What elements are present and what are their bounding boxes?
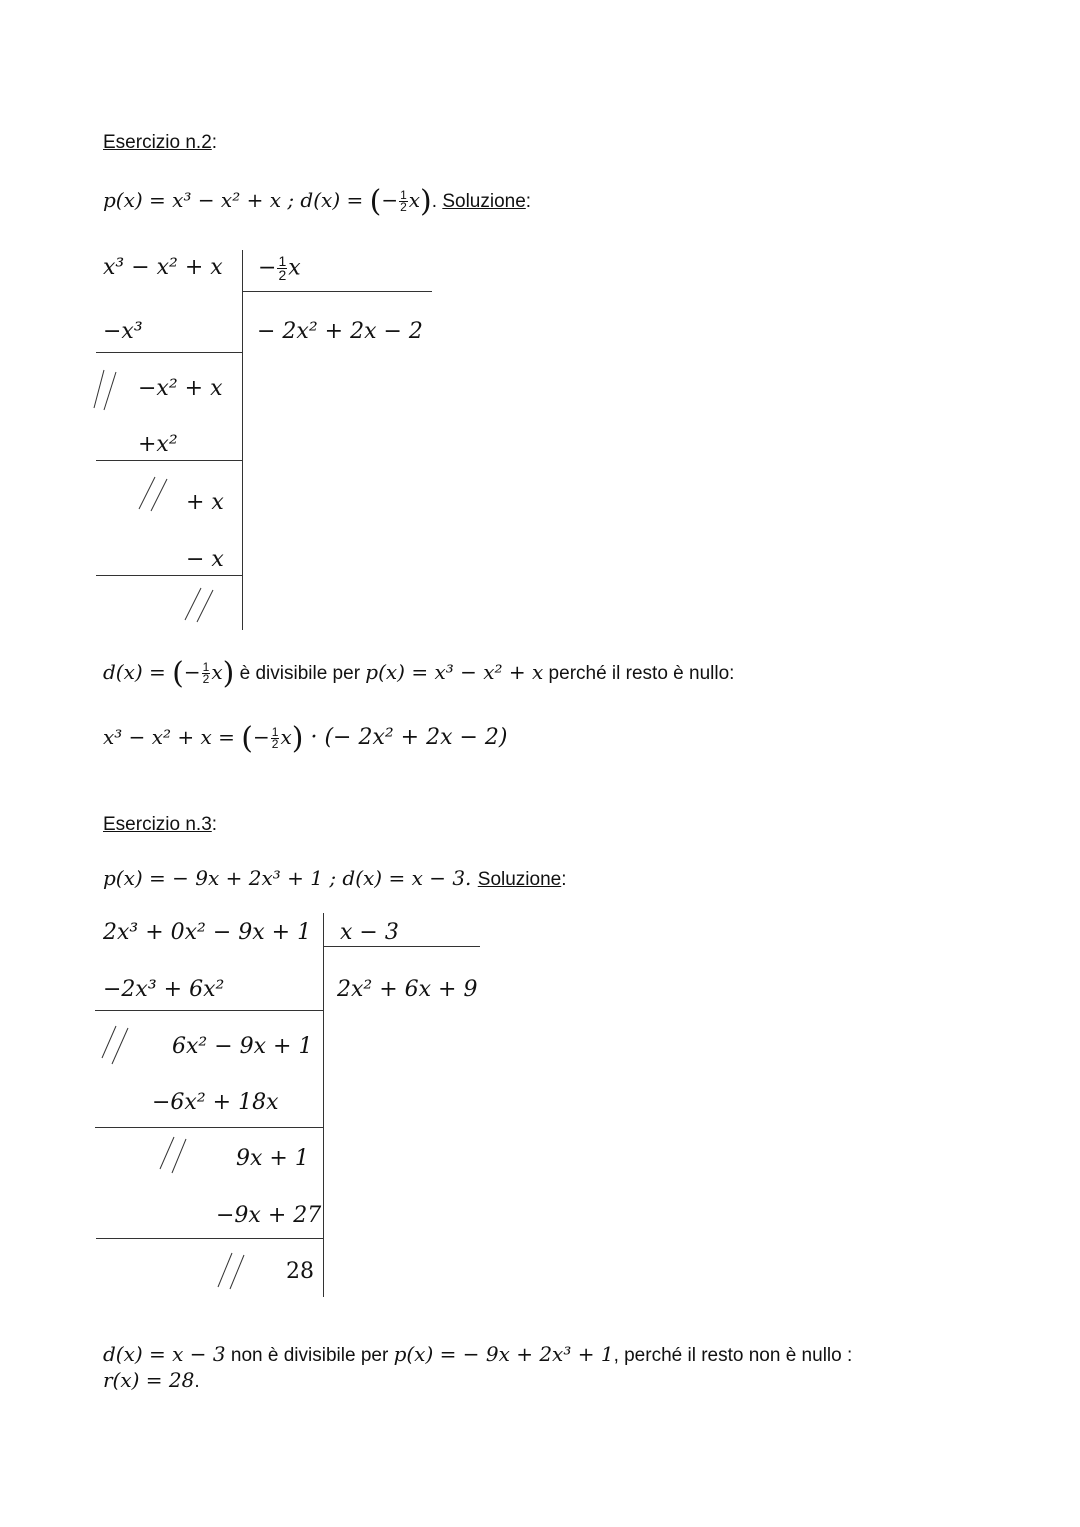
vertical-divider bbox=[323, 913, 324, 1297]
conclusion-text: perché il resto è nullo: bbox=[543, 663, 735, 684]
minus: − bbox=[258, 255, 277, 281]
fraction-one-half bbox=[399, 190, 408, 213]
polynomial-expression: p(x) = x³ − x² + x bbox=[365, 660, 544, 684]
subtraction-line bbox=[95, 1010, 323, 1011]
step: 9x + 1 bbox=[236, 1146, 309, 1171]
numerator: 1 bbox=[400, 188, 407, 203]
colon: : bbox=[211, 132, 218, 153]
fraction-one-half bbox=[271, 727, 280, 750]
colon: : bbox=[525, 191, 532, 212]
minus: − bbox=[183, 660, 201, 684]
solution-label: Soluzione bbox=[442, 191, 526, 212]
cancel-mark bbox=[158, 1135, 200, 1177]
paren: ) bbox=[222, 655, 235, 691]
subtraction-line bbox=[96, 1238, 323, 1239]
fraction-one-half bbox=[277, 255, 287, 282]
exercise-2-title bbox=[103, 131, 217, 155]
minus: − bbox=[253, 725, 270, 749]
paren: ) bbox=[420, 183, 432, 219]
dividend: 2x³ + 0x² − 9x + 1 bbox=[103, 920, 312, 945]
polynomial-definition: p(x) = − 9x + 2x³ + 1 ; d(x) = x − 3. bbox=[103, 866, 478, 890]
divisor-underline bbox=[242, 291, 432, 292]
cancel-mark bbox=[216, 1251, 258, 1293]
colon: : bbox=[561, 869, 567, 890]
divisor: x − 3 bbox=[340, 920, 399, 945]
quotient: − 2x² + 2x − 2 bbox=[257, 319, 423, 344]
remainder-value: 28 bbox=[286, 1259, 314, 1284]
conclusion-text: , perché il resto non è nullo : bbox=[613, 1345, 853, 1366]
numerator: 1 bbox=[271, 725, 279, 740]
exercise-2-statement bbox=[103, 183, 532, 219]
conclusion-text: non è divisibile per bbox=[225, 1345, 394, 1366]
exercise-3-conclusion bbox=[103, 1342, 852, 1368]
remainder-expression: r(x) = 28 bbox=[103, 1368, 195, 1392]
paren: ) bbox=[291, 720, 304, 756]
paren: ( bbox=[369, 183, 382, 219]
dividend: x³ − x² + x bbox=[103, 255, 223, 280]
step: − x bbox=[186, 547, 224, 572]
quotient: 2x² + 6x + 9 bbox=[337, 977, 478, 1002]
denominator: 2 bbox=[400, 200, 407, 215]
variable: x bbox=[211, 660, 223, 684]
exercise-2-title-text: Esercizio n.2 bbox=[103, 132, 212, 153]
divisor-expression: d(x) = bbox=[103, 660, 173, 684]
cancel-mark bbox=[183, 586, 225, 626]
fraction-one-half bbox=[202, 662, 211, 685]
cancel-mark bbox=[137, 475, 179, 515]
exercise-3-remainder bbox=[103, 1368, 200, 1394]
colon: : bbox=[211, 814, 218, 835]
dot: . bbox=[431, 191, 438, 212]
step: −x² + x bbox=[138, 376, 223, 401]
variable: x bbox=[288, 255, 301, 281]
exercise-3-title bbox=[103, 813, 217, 837]
denominator: 2 bbox=[271, 737, 279, 752]
subtraction-line bbox=[96, 352, 242, 353]
cancel-mark bbox=[100, 1022, 142, 1068]
paren: ( bbox=[172, 655, 184, 691]
step: + x bbox=[186, 490, 224, 515]
step: −9x + 27 bbox=[216, 1203, 322, 1228]
polynomial-definition: p(x) = x³ − x² + x ; d(x) = bbox=[103, 188, 370, 212]
divisor-expression: d(x) = x − 3 bbox=[103, 1342, 226, 1366]
numerator: 1 bbox=[278, 253, 287, 269]
minus: − bbox=[381, 188, 399, 212]
cancel-mark bbox=[92, 368, 128, 412]
exercise-3-statement bbox=[103, 866, 567, 892]
step: −2x³ + 6x² bbox=[103, 977, 225, 1002]
identity-right: · (− 2x² + 2x − 2) bbox=[303, 725, 508, 750]
dot: . bbox=[194, 1371, 200, 1392]
subtraction-line bbox=[95, 1127, 323, 1128]
polynomial-expression: p(x) = − 9x + 2x³ + 1 bbox=[393, 1342, 614, 1366]
subtraction-line bbox=[96, 575, 242, 576]
variable: x bbox=[408, 188, 421, 212]
divisor bbox=[258, 255, 301, 282]
exercise-3-title-text: Esercizio n.3 bbox=[103, 814, 212, 835]
step: −x³ bbox=[103, 319, 143, 344]
subtraction-line bbox=[96, 460, 242, 461]
vertical-divider bbox=[242, 250, 243, 630]
denominator: 2 bbox=[278, 267, 287, 283]
identity-left: x³ − x² + x = bbox=[103, 725, 242, 749]
solution-label: Soluzione bbox=[477, 869, 562, 890]
exercise-2-identity bbox=[103, 720, 508, 756]
divisor-underline bbox=[323, 946, 480, 947]
denominator: 2 bbox=[202, 672, 210, 687]
paren: ( bbox=[241, 720, 254, 756]
step: 6x² − 9x + 1 bbox=[172, 1034, 313, 1059]
exercise-2-conclusion bbox=[103, 655, 735, 691]
step: +x² bbox=[138, 432, 178, 457]
conclusion-text: è divisibile per bbox=[234, 663, 366, 684]
numerator: 1 bbox=[202, 660, 210, 675]
step: −6x² + 18x bbox=[152, 1090, 279, 1115]
variable: x bbox=[280, 725, 292, 749]
